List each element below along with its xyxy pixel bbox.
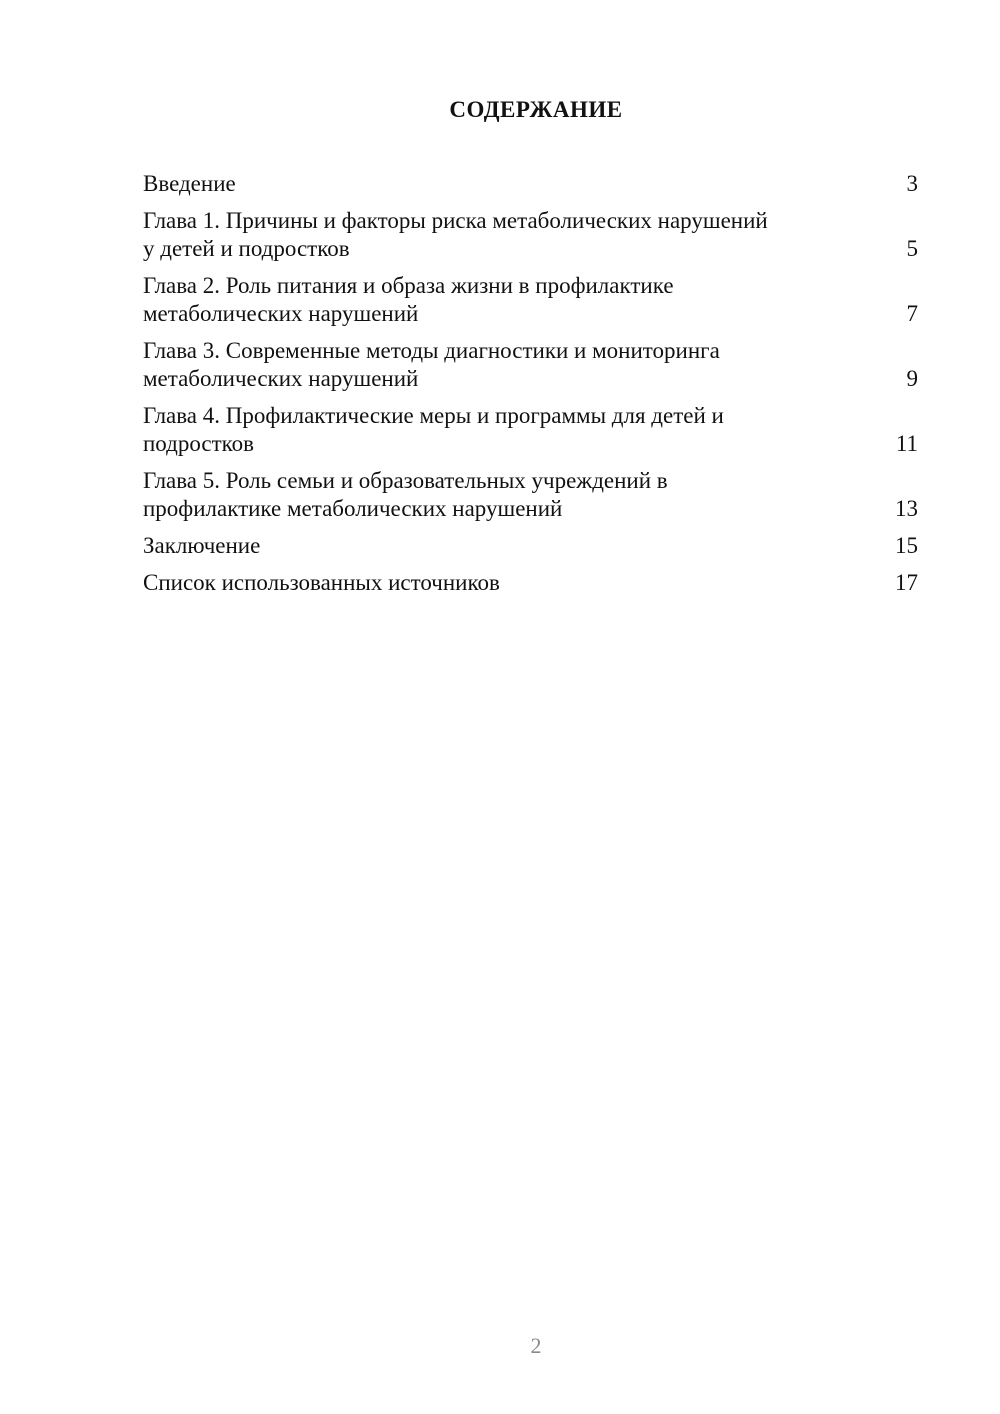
toc-item-line: Глава 1. Причины и факторы риска метаболических нарушений [143, 208, 768, 233]
toc-item-chapter-3 [143, 337, 918, 393]
toc-item-chapter-4 [143, 402, 918, 458]
toc-item-text [143, 272, 674, 328]
toc-item-line: метаболических нарушений [143, 301, 419, 326]
toc-item-text [143, 207, 768, 263]
toc-item-page: 11 [895, 431, 918, 456]
toc-item-page: 15 [895, 533, 918, 558]
toc-item-text [143, 569, 500, 597]
toc-item-line: Глава 2. Роль питания и образа жизни в профилактике [143, 273, 674, 298]
toc-item-line: Список использованных источников [143, 570, 500, 595]
toc-item-chapter-2 [143, 272, 918, 328]
toc-list [143, 170, 918, 606]
toc-item-introduction [143, 170, 918, 198]
toc-item-page: 5 [906, 236, 918, 261]
toc-item-text [143, 337, 720, 393]
toc-item-conclusion [143, 532, 918, 560]
toc-item-page: 7 [906, 301, 918, 326]
toc-item-page: 3 [906, 171, 918, 196]
toc-title: СОДЕРЖАНИЕ [449, 97, 623, 122]
page-number: 2 [530, 1333, 542, 1358]
toc-item-references [143, 569, 918, 597]
toc-item-text [143, 467, 668, 523]
toc-item-line: Введение [143, 171, 236, 196]
toc-item-line: профилактике метаболических нарушений [143, 496, 563, 521]
toc-item-chapter-1 [143, 207, 918, 263]
toc-item-text [143, 532, 260, 560]
toc-item-line: Глава 4. Профилактические меры и программы для детей и [143, 403, 724, 428]
toc-item-page: 9 [906, 366, 918, 391]
toc-item-line: Глава 3. Современные методы диагностики и мониторинга [143, 338, 720, 363]
toc-item-page: 17 [895, 570, 918, 595]
toc-item-page: 13 [895, 496, 918, 521]
toc-item-text [143, 402, 724, 458]
toc-item-line: Заключение [143, 533, 261, 558]
toc-item-text [143, 170, 236, 198]
toc-item-line: у детей и подростков [143, 236, 350, 261]
toc-item-line: Глава 5. Роль семьи и образовательных учреждений в [143, 468, 668, 493]
toc-item-line: подростков [143, 431, 255, 456]
toc-item-chapter-5 [143, 467, 918, 523]
toc-item-line: метаболических нарушений [143, 366, 419, 391]
